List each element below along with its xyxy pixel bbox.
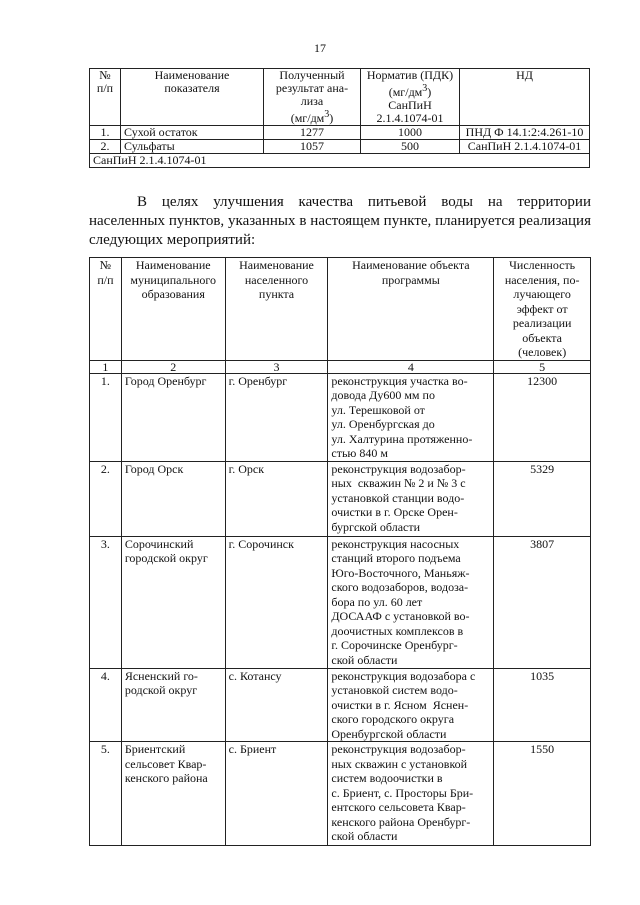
row-number: 5. (90, 742, 122, 846)
row-number: 2. (90, 461, 122, 536)
indicator-name: Сухой остаток (121, 126, 264, 140)
measures-table (89, 257, 591, 846)
normative-doc: СанПиН 2.1.4.1074-01 (460, 140, 590, 154)
header-cell: Наименование муниципального образования (121, 258, 225, 361)
table-row (90, 140, 590, 154)
settlement-cell: г. Сорочинск (225, 536, 328, 668)
result-value: 1057 (264, 140, 361, 154)
object-cell: реконструкция водозабора с установкой систем водо- очистки в г. Ясном Яснен- ского городского округа Оренбургской области (328, 668, 494, 742)
index-cell: 4 (328, 360, 494, 373)
header-cell: № п/п (90, 69, 121, 126)
index-cell: 2 (121, 360, 225, 373)
norm-value: 1000 (361, 126, 460, 140)
population-cell: 12300 (494, 373, 591, 461)
row-number: 1. (90, 126, 121, 140)
table-footer-row (90, 154, 590, 168)
header-cell: Наименование показателя (121, 69, 264, 126)
row-number: 2. (90, 140, 121, 154)
norm-value: 500 (361, 140, 460, 154)
footer-cell: СанПиН 2.1.4.1074-01 (90, 154, 590, 168)
settlement-cell: с. Бриент (225, 742, 328, 846)
table-row (90, 742, 591, 846)
population-cell: 3807 (494, 536, 591, 668)
row-number: 1. (90, 373, 122, 461)
index-cell: 3 (225, 360, 328, 373)
header-cell: Наименование населенного пункта (225, 258, 328, 361)
municipality-cell: Город Орск (121, 461, 225, 536)
header-cell: Полученный результат ана- лиза $(мг/дм^3)$ (264, 69, 361, 126)
result-value: 1277 (264, 126, 361, 140)
municipality-cell: Город Оренбург (121, 373, 225, 461)
object-cell: реконструкция участка во- довода Ду600 мм по ул. Терешковой от ул. Оренбургская до ул. Халтурина протяженно- стью 840 м (328, 373, 494, 461)
object-cell: реконструкция водозабор- ных скважин с установкой систем водоочистки в с. Бриент, с. Просторы Бри- ентского сельсовета Квар- кенского района Оренбург- ской области (328, 742, 494, 846)
header-cell: Численность населения, по- лучающего эффект от реализации объекта (человек) (494, 258, 591, 361)
table-row (90, 461, 591, 536)
table-header-row (90, 69, 590, 126)
index-cell: 5 (494, 360, 591, 373)
table-row (90, 668, 591, 742)
header-cell: Норматив (ПДК) $(мг/дм^3)$ СанПиН 2.1.4.1074-01 (361, 69, 460, 126)
indicator-name: Сульфаты (121, 140, 264, 154)
settlement-cell: с. Котансу (225, 668, 328, 742)
municipality-cell: Сорочинский городской округ (121, 536, 225, 668)
header-cell: № п/п (90, 258, 122, 361)
analysis-table (89, 68, 590, 168)
settlement-cell: г. Орск (225, 461, 328, 536)
table-row (90, 126, 590, 140)
page-number: 17 (314, 41, 326, 55)
table-row (90, 536, 591, 668)
municipality-cell: Ясненский го- родской округ (121, 668, 225, 742)
object-cell: реконструкция водозабор- ных скважин № 2 и № 3 с установкой станции водо- очистки в г. Орске Орен- бургской области (328, 461, 494, 536)
population-cell: 5329 (494, 461, 591, 536)
header-cell: НД (460, 69, 590, 126)
row-number: 3. (90, 536, 122, 668)
object-cell: реконструкция насосных станций второго подъема Юго-Восточного, Маньяж- ского водозаборов, водоза- бора по ул. 60 лет ДОСААФ с установкой во- доочистных комплексов в г. Сорочинске Оренбург- ской области (328, 536, 494, 668)
index-cell: 1 (90, 360, 122, 373)
municipality-cell: Бриентский сельсовет Квар- кенского района (121, 742, 225, 846)
settlement-cell: г. Оренбург (225, 373, 328, 461)
table-header-row (90, 258, 591, 361)
body-paragraph: В целях улучшения качества питьевой воды на территории населенных пунктов, указанных в настоящем пункте, планируется реализация следующих мероприятий: (89, 194, 591, 248)
population-cell: 1550 (494, 742, 591, 846)
header-cell: Наименование объекта программы (328, 258, 494, 361)
table-row (90, 373, 591, 461)
column-index-row (90, 360, 591, 373)
row-number: 4. (90, 668, 122, 742)
population-cell: 1035 (494, 668, 591, 742)
normative-doc: ПНД Ф 14.1:2:4.261-10 (460, 126, 590, 140)
